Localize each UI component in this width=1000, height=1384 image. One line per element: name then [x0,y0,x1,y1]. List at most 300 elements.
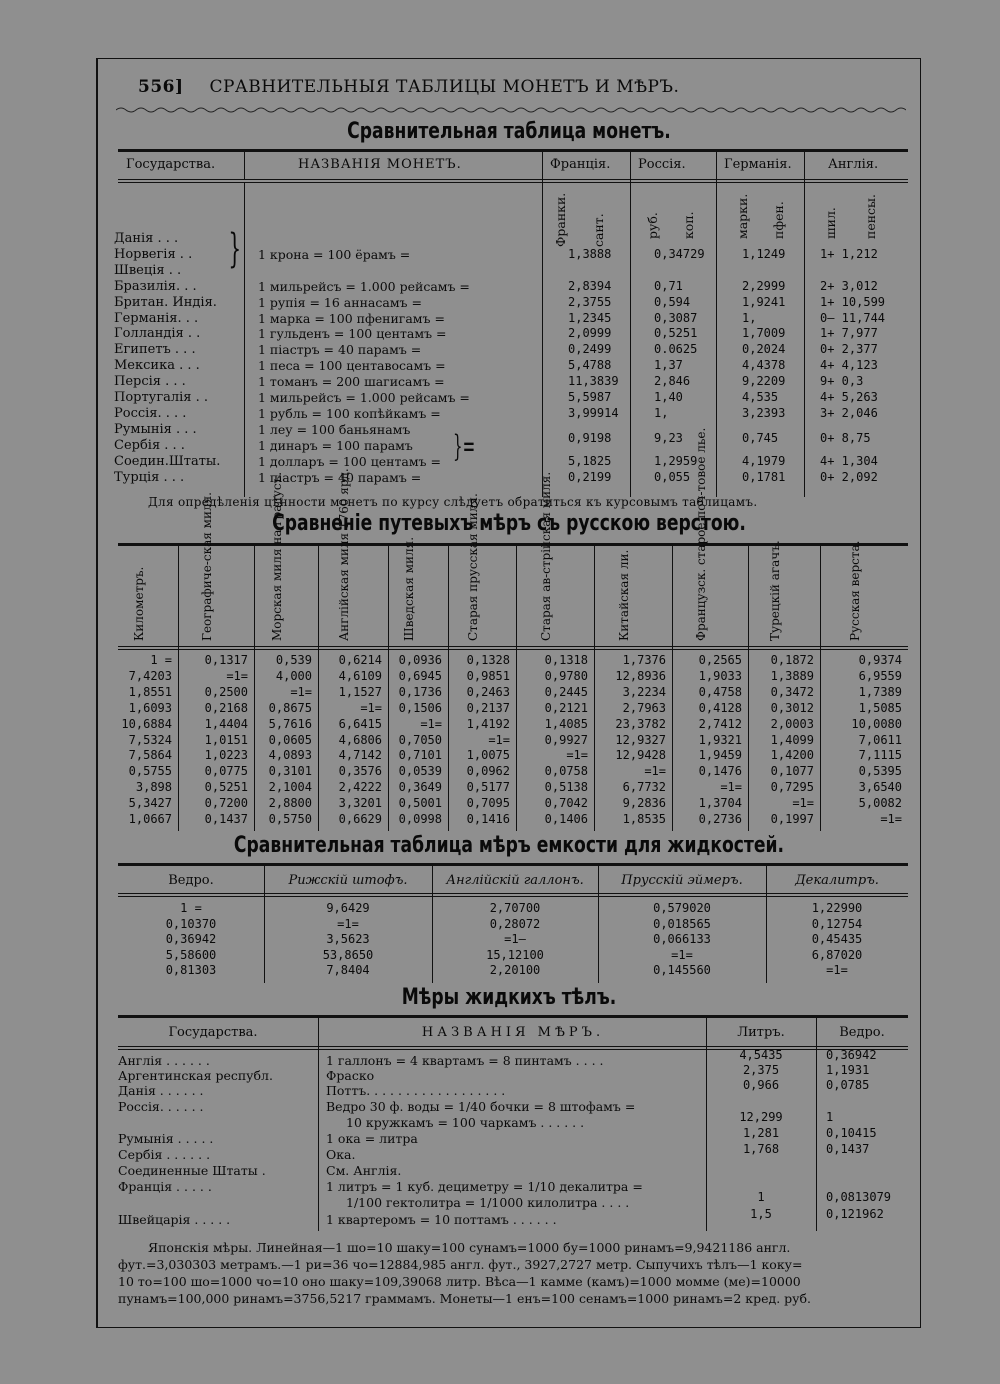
travel-cell: =1= [720,780,742,795]
coin-value-england: 4+ 1,304 [820,453,878,468]
coins-vline [244,183,245,497]
travel-cell: 23,3782 [615,716,666,731]
measure-state: Соединенные Штаты . [118,1163,266,1178]
coin-value-england: 2+ 3,012 [820,278,878,293]
travel-cell: 0,5251 [204,780,248,795]
travel-cell: 1,9033 [698,668,742,683]
coin-state: Норвегія . . [114,246,193,262]
measure-name: 1 литръ = 1 куб. дециметру = 1/10 декалитра = [326,1179,643,1194]
travel-cell: 0,1406 [544,812,588,826]
travel-cell: =1= [644,764,666,779]
travel-cell: =1= [880,812,902,826]
travel-cell: 10,0080 [851,716,902,731]
coin-state: Турція . . . [114,469,185,485]
travel-cell: 0,1077 [770,764,814,779]
coins-header-rule [118,179,908,180]
japan-note-line: фут.=3,030303 метрамъ.—1 ри=36 чо=12884,985 англ. фут., 3927,2727 метр. Сыпучихъ тѣлъ—1 коку= [118,1257,803,1272]
travel-cell: 10,6884 [121,716,172,731]
travel-cell: 1,9321 [698,732,742,747]
coin-value-russia: 2,846 [654,374,691,389]
measure-state: Сербія . . . . . . [118,1147,211,1162]
book-page [96,58,921,1328]
travel-cell: 4,000 [275,668,312,683]
running-header [138,77,679,97]
liquid-cell: 1,22990 [811,901,863,915]
liquid-cell: 15,12100 [486,947,544,962]
travel-cell: 0,2445 [544,684,588,699]
measure-name: Ока. [326,1147,356,1162]
travel-cell: =1= [566,748,588,763]
travel-cell: 0,3012 [770,700,814,715]
travel-cell: 7,5864 [128,748,172,763]
travel-cell: 0,2137 [466,700,510,715]
coin-name: 1 леу = 100 баньянамъ [258,421,411,437]
japan-note [118,1239,918,1307]
coin-value-russia: 1,40 [654,390,683,404]
coin-value-england: 0+ 2,377 [820,342,878,357]
liquid-header: Рижскій штофъ. [288,873,408,888]
travel-cell: 1,4192 [466,716,510,731]
travel-cell: 0,5755 [128,764,172,779]
coin-name: 1 долларъ = 100 центамъ = [258,453,441,469]
liquid-header-rule [118,893,908,894]
travel-cell: 0,5750 [268,812,312,826]
travel-cell: 5,7616 [268,716,312,731]
travel-cell: 3,3201 [338,796,382,811]
travel-cell: 0,4758 [698,684,742,699]
coin-value-russia: 0,055 [654,469,691,484]
travel-cell: 1 = [150,653,172,667]
measure-liter: 1,768 [742,1142,780,1156]
travel-cell: =1= [792,796,814,811]
travel-cell: 7,1115 [858,748,902,763]
coin-state: Голландія . . [114,326,201,342]
coins-vline [804,151,805,497]
coins-header-france: Франція. [550,157,611,172]
travel-header: Турецкій агачъ. [768,540,782,641]
measures-top-rule [118,1015,908,1018]
travel-cell: 4,0893 [268,748,312,763]
coin-value-france: 0,9198 [568,430,612,445]
travel-cell: 1,4085 [544,716,588,731]
travel-cell: 2,8800 [268,796,312,811]
measure-liter: 1,281 [742,1126,780,1140]
travel-cell: =1= [290,684,312,699]
liquid-cell: 0,10370 [165,916,217,931]
coin-value-france: 2,3755 [568,294,612,309]
sub-rub: руб. [645,212,660,239]
sub-francs: Франки. [553,192,568,247]
travel-cell: 0,6214 [338,653,382,667]
coin-value-russia: 0,3087 [654,310,698,325]
travel-cell: 1,3704 [698,796,742,811]
travel-cell: 0,5177 [466,780,510,795]
coins-vline [244,151,245,179]
travel-cell: 1,0075 [466,748,510,763]
measures-header-liter: Литръ. [737,1025,785,1040]
travel-cell: 1,6093 [128,700,172,715]
liquid-cell: 7,8404 [326,963,370,977]
travel-header: Китайская ли. [617,549,631,641]
coin-value-russia: 0.0625 [654,342,698,357]
coin-value-russia: 0,71 [654,278,683,293]
coin-state: Мексика . . . [114,358,200,374]
travel-cell: 0,0962 [466,764,510,779]
japan-note-line: Японскія мѣры. Линейная—1 шо=10 шаку=100 сунамъ=1000 бу=1000 ринамъ=9,9421186 англ. [148,1240,791,1255]
travel-cell: 0,4128 [698,700,742,715]
travel-cell: 0,1328 [466,653,510,667]
coins-vline [630,151,631,497]
measure-name: 1 галлонъ = 4 квартамъ = 8 пинтамъ . . . . [326,1053,604,1068]
travel-cell: 0,1506 [398,700,442,715]
coin-state: Германія. . . [114,310,199,326]
travel-cell: =1= [488,732,510,747]
travel-cell: 1,5085 [858,700,902,715]
liquid-cell: 2,70700 [489,901,541,915]
travel-cell: =1= [226,668,248,683]
coins-footnote: Для опредѣленія цѣнности монетъ по курсу слѣдуетъ обратиться къ курсовымъ таблицамъ. [148,495,758,509]
measure-state: Англія . . . . . . [118,1053,210,1068]
measure-name: 1 ока = литра [326,1131,418,1146]
travel-cell: 6,7732 [622,780,666,795]
coin-value-england: 0+ 2,092 [820,469,878,484]
coin-value-england: 4+ 5,263 [820,390,878,404]
liquid-cell: 2,20100 [489,963,541,977]
measure-state: Франція . . . . . [118,1179,212,1194]
measures-header-vedro: Ведро. [839,1025,885,1040]
coin-value-england: 0— 11,744 [820,310,886,325]
travel-cell: 1,3889 [770,668,814,683]
coin-value-germany: 4,4378 [742,358,786,373]
coin-state: Бразилія. . . [114,278,197,294]
coin-value-russia: 1,2959 [654,453,698,468]
travel-header: Шведская миля. [402,536,416,641]
liquid-cell: 0,81303 [165,963,217,977]
coin-value-france: 0,2499 [568,342,612,357]
liquid-header: Англійскій галлонъ. [446,873,584,888]
travel-cell: 0,1437 [204,812,248,826]
travel-cell: 0,7200 [204,796,248,811]
travel-cell: 12,9327 [615,732,666,747]
coin-value-germany: 3,2393 [742,405,786,420]
liquid-cell: =1— [504,932,526,946]
travel-cell: 3,898 [135,780,172,795]
travel-cell: 1,8535 [622,812,666,826]
travel-cell: 0,6945 [398,668,442,683]
travel-cell: 2,7412 [698,716,742,731]
brace-romania-serbia: }= [453,429,476,464]
coin-value-england: 1+ 10,599 [820,294,886,309]
travel-cell: 1,9459 [698,748,742,763]
measure-state: Аргентинская республ. [118,1068,273,1083]
coins-header-england: Англія. [828,157,879,172]
travel-header: Старая прусская миля. [466,493,480,641]
travel-header: Километръ. [132,566,146,641]
travel-cell: 0,9851 [466,668,510,683]
coin-value-russia: 9,23 [654,430,683,445]
brace-scandinavia: } [228,226,242,272]
travel-cell: 0,2463 [466,684,510,699]
coin-value-germany: 4,535 [742,390,779,404]
coins-vline [716,151,717,497]
coin-name: 1 мильрейсъ = 1.000 рейсамъ = [258,278,470,294]
travel-cell: 0,2736 [698,812,742,826]
sub-cents: сант. [591,213,606,247]
coin-name: 1 марка = 100 пфенигамъ = [258,310,445,326]
travel-cell: 0,2565 [698,653,742,667]
coin-value-england: 3+ 2,046 [820,405,878,420]
travel-cell: 0,7095 [466,796,510,811]
travel-cell: 1,0667 [128,812,172,826]
measure-vedro: 1 [826,1110,834,1124]
travel-cell: 1,4200 [770,748,814,763]
liquid-cell: 6,87020 [811,947,863,962]
travel-cell: 0,5395 [858,764,902,779]
travel-cell: 1,0151 [204,732,248,747]
coin-value-germany: 1,1249 [742,246,786,261]
coins-header-russia: Россія. [638,157,686,172]
travel-cell: 0,1872 [770,653,814,667]
liquid-header: Декалитръ. [795,873,879,888]
measure-state: Россія. . . . . . [118,1099,204,1114]
travel-header: Французск. старое поч-товое лье. [694,427,708,641]
coin-value-russia: 0,594 [654,294,691,309]
travel-cell: 0,7042 [544,796,588,811]
travel-cell: 0,0758 [544,764,588,779]
liquid-cell: 0,45435 [811,932,863,946]
travel-cell: 7,0611 [858,732,902,747]
travel-cell: 0,7101 [398,748,442,763]
travel-cell: 2,7963 [622,700,666,715]
sub-pfen: пфен. [771,201,786,239]
travel-cell: 1,7376 [622,653,666,667]
coin-name: 1 мильрейсъ = 1.000 рейсамъ = [258,390,470,405]
liquid-top-rule [118,863,908,866]
travel-cell: 0,1416 [466,812,510,826]
liquid-cell: 0,12754 [811,916,863,931]
measure-name: 10 кружкамъ = 100 чаркамъ . . . . . . [346,1115,585,1130]
travel-cell: 0,0539 [398,764,442,779]
travel-cell: 0,9374 [858,653,902,667]
coin-value-france: 11,3839 [568,374,619,389]
coin-state: Россія. . . . [114,405,187,421]
coin-value-germany: 2,2999 [742,278,786,293]
coin-value-germany: 9,2209 [742,374,786,389]
coins-top-rule [118,149,908,152]
coin-value-france: 3,99914 [568,405,619,420]
travel-cell: =1= [360,700,382,715]
measure-liter: 2,375 [742,1063,780,1077]
liquid-cell: 3,5623 [326,932,370,946]
coins-header-rule-2 [118,182,908,183]
measure-name: Поттъ. . . . . . . . . . . . . . . . . . [326,1083,506,1098]
coin-value-england: 9+ 0,3 [820,374,864,389]
liquid-cell: 0,579020 [653,901,711,915]
coin-value-russia: 1, [654,405,669,420]
coin-value-germany: 0,2024 [742,342,786,357]
travel-cell: 0,9780 [544,668,588,683]
travel-cell: 0,3101 [268,764,312,779]
measure-name: 1/100 гектолитра = 1/1000 килолитра . . . . [346,1195,630,1210]
coin-state: Румынія . . . [114,421,197,437]
coin-value-france: 2,8394 [568,278,612,293]
travel-cell: 0,1318 [544,653,588,667]
travel-cell: 0,3649 [398,780,442,795]
coin-value-england: 4+ 4,123 [820,358,878,373]
travel-header: Русская верста. [848,540,862,641]
coins-vline [542,151,543,497]
measure-liter: 1 [757,1190,765,1204]
travel-cell: 0,2168 [204,700,248,715]
travel-cell: 0,1736 [398,684,442,699]
travel-header: Географиче-ская миля. [200,492,214,641]
liquid-cell: 0,36942 [165,932,217,946]
coin-value-france: 5,4788 [568,358,612,373]
measure-vedro: 0,10415 [826,1126,877,1140]
travel-cell: 7,4203 [128,668,172,683]
measure-vedro: 0,1437 [826,1142,870,1156]
coin-value-russia: 1,37 [654,358,683,373]
travel-cell: 1,1527 [338,684,382,699]
travel-header: Англійская миля 1760 ярд. [337,468,351,641]
coin-value-france: 1,2345 [568,310,612,325]
measure-vedro: 0,36942 [826,1048,877,1062]
travel-cell: 0,9927 [544,732,588,747]
coin-name: 1 песа = 100 центавосамъ = [258,358,446,374]
travel-cell: 4,6109 [338,668,382,683]
coin-value-france: 0,2199 [568,469,612,484]
travel-cell: 4,7142 [338,748,382,763]
travel-cell: 2,0003 [770,716,814,731]
travel-cell: =1= [420,716,442,731]
travel-cell: 4,6806 [338,732,382,747]
travel-cell: 6,9559 [858,668,902,683]
coin-name: 1 піастръ = 40 парамъ = [258,469,422,485]
travel-cell: 0,1317 [204,653,248,667]
liquid-header-rule-2 [118,896,908,897]
travel-cell: 0,3576 [338,764,382,779]
travel-cell: 6,6415 [338,716,382,731]
measure-state: Швейцарія . . . . . [118,1212,231,1227]
travel-cell: 3,6540 [858,780,902,795]
travel-cell: 5,0082 [858,796,902,811]
coin-state: Португалія . . [114,390,209,405]
coin-name: 1 крона = 100 ёрамъ = [258,246,411,262]
travel-cell: 0,7050 [398,732,442,747]
liquid-cell: =1= [337,916,359,931]
coin-value-germany: 1,7009 [742,326,786,341]
coin-value-russia: 0,34729 [654,246,705,261]
travel-top-rule [118,543,908,546]
coin-state: Соедин.Штаты. [114,453,221,469]
travel-cell: 0,7295 [770,780,814,795]
coins-header-name: НАЗВАНІЯ МОНЕТЪ. [298,157,462,172]
measure-vedro: 0,0813079 [826,1190,892,1204]
travel-cell: 1,4404 [204,716,248,731]
running-title: СРАВНИТЕЛЬНЫЯ ТАБЛИЦЫ МОНЕТЪ И МѢРЪ. [209,77,680,97]
travel-cell: 1,4099 [770,732,814,747]
coin-value-germany: 4,1979 [742,453,786,468]
coin-value-russia: 0,5251 [654,326,698,341]
liquid-header: Ведро. [168,873,214,888]
travel-cell: 9,2836 [622,796,666,811]
japan-note-line: 10 то=100 шо=1000 чо=10 оно шаку=109,39068 литр. Вѣса—1 камме (камъ)=1000 момме (ме)=10000 [118,1274,801,1289]
coin-name: 1 рупія = 16 аннасамъ = [258,294,422,310]
coins-header-germany: Германія. [724,157,792,172]
coin-value-germany: 0,745 [742,430,779,445]
travel-header: Морская миля на градусъ. [270,471,284,641]
measure-name: Фраско [326,1068,375,1083]
travel-header-rule-2 [118,649,908,650]
travel-cell: 1,8551 [128,684,172,699]
coin-state: Сербія . . . [114,437,185,453]
travel-cell: 0,0775 [204,764,248,779]
liquid-header: Прусскій эймеръ. [621,873,743,888]
travel-cell: 0,6629 [338,812,382,826]
liquid-cell: 9,6429 [326,901,370,915]
travel-cell: 0,5001 [398,796,442,811]
liquid-cell: 0,28072 [489,916,541,931]
travel-cell: 0,0936 [398,653,442,667]
coin-value-germany: 0,1781 [742,469,786,484]
coin-value-france: 5,5987 [568,390,612,404]
measure-vedro: 0,121962 [826,1207,884,1221]
travel-header-rule [118,646,908,647]
coins-title: Сравнительная таблица монетъ. [347,119,671,144]
liquid-cell: 0,018565 [653,916,711,931]
travel-title: Сравненіе путевыхъ мѣръ съ русскою верстою. [272,511,746,536]
travel-cell: 0,1997 [770,812,814,826]
travel-cell: 2,1004 [268,780,312,795]
coin-state: Британ. Индія. [114,294,217,310]
measure-vedro: 1,1931 [826,1063,870,1077]
measure-name: 1 квартеромъ = 10 поттамъ . . . . . . [326,1212,557,1227]
sub-kop: коп. [681,211,696,239]
travel-cell: 1,7389 [858,684,902,699]
travel-cell: 0,539 [275,653,312,667]
travel-cell: 7,5324 [128,732,172,747]
coin-state: Египетъ . . . [114,342,196,358]
coin-value-france: 1,3888 [568,246,612,261]
coin-name: 1 гульденъ = 100 центамъ = [258,326,447,342]
measures-header-name: НАЗВАНІЯ МѢРЪ. [421,1025,605,1040]
travel-cell: 0,0998 [398,812,442,826]
travel-cell: 5,3427 [128,796,172,811]
measure-name: См. Англія. [326,1163,402,1178]
liquid-cell: =1= [671,947,693,962]
coin-value-france: 2,0999 [568,326,612,341]
measure-state: Румынія . . . . . [118,1131,214,1146]
travel-cell: 0,3472 [770,684,814,699]
coin-name: 1 динаръ = 100 парамъ [258,437,413,453]
sub-marks: марки. [735,193,750,239]
measures-title: Мѣры жидкихъ тѣлъ. [401,985,617,1010]
liquid-cell: 0,145560 [653,963,711,977]
coin-state: Персія . . . [114,374,186,390]
coins-header-state: Государства. [126,157,216,172]
measure-liter: 1,5 [750,1207,772,1221]
page-number: 556] [138,77,184,97]
travel-cell: 12,8936 [615,668,666,683]
japan-note-line: пунамъ=100,000 ринамъ=3756,5217 граммамъ. Монеты—1 енъ=100 сенамъ=1000 ринамъ=2 кред. руб. [118,1291,811,1306]
liquid-cell: 1 = [180,901,202,915]
sub-pence: пенсы. [863,194,878,239]
travel-cell: 0,0605 [268,732,312,747]
travel-cell: 2,4222 [338,780,382,795]
wavy-ornament [116,106,906,114]
travel-cell: 0,1476 [698,764,742,779]
measure-name: Ведро 30 ф. воды = 1/40 бочки = 8 штофамъ = [326,1099,636,1114]
